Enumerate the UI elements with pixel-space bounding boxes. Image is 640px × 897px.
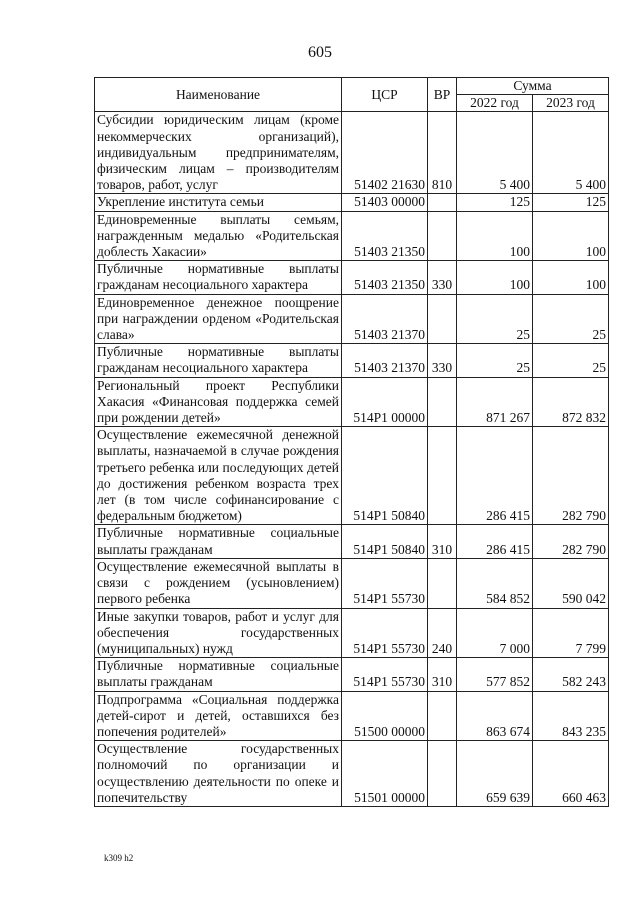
row-vr: 330 <box>428 261 457 294</box>
row-csr: 514P1 50840 <box>342 427 428 525</box>
row-amount-2022: 863 674 <box>457 691 533 741</box>
row-vr: 310 <box>428 525 457 558</box>
row-csr: 51403 21350 <box>342 211 428 261</box>
row-amount-2022: 125 <box>457 194 533 211</box>
row-csr: 51403 00000 <box>342 194 428 211</box>
row-amount-2022: 286 415 <box>457 525 533 558</box>
table-row <box>95 194 609 211</box>
row-csr: 51403 21350 <box>342 261 428 294</box>
row-amount-2023: 872 832 <box>533 377 609 427</box>
row-amount-2023: 843 235 <box>533 691 609 741</box>
table-body <box>95 112 609 807</box>
table-row <box>95 344 609 377</box>
table-row <box>95 525 609 558</box>
table-row <box>95 112 609 194</box>
row-csr: 514P1 55730 <box>342 658 428 691</box>
row-amount-2023: 7 799 <box>533 608 609 658</box>
header-csr: ЦСР <box>342 78 428 112</box>
table-row <box>95 377 609 427</box>
table-row <box>95 741 609 807</box>
row-amount-2022: 25 <box>457 344 533 377</box>
row-amount-2022: 25 <box>457 294 533 344</box>
row-vr <box>428 558 457 608</box>
budget-table <box>94 77 609 807</box>
row-amount-2023: 125 <box>533 194 609 211</box>
row-csr: 51501 00000 <box>342 741 428 807</box>
table-row <box>95 261 609 294</box>
row-amount-2023: 100 <box>533 261 609 294</box>
table-row <box>95 691 609 741</box>
row-amount-2022: 5 400 <box>457 112 533 194</box>
row-vr <box>428 294 457 344</box>
row-name: Единовременное денежное поощрение при награждении орденом «Родительская слава» <box>95 294 342 344</box>
header-name: Наименование <box>95 78 342 112</box>
row-csr: 514P1 55730 <box>342 608 428 658</box>
page-number: 605 <box>308 44 332 61</box>
table-row <box>95 658 609 691</box>
row-vr <box>428 194 457 211</box>
header-year-2023: 2023 год <box>533 95 609 112</box>
row-vr: 310 <box>428 658 457 691</box>
row-amount-2023: 660 463 <box>533 741 609 807</box>
row-csr: 514P1 50840 <box>342 525 428 558</box>
footer-code: k309 h2 <box>104 853 134 863</box>
row-csr: 51403 21370 <box>342 294 428 344</box>
row-vr: 330 <box>428 344 457 377</box>
row-amount-2022: 7 000 <box>457 608 533 658</box>
table-row <box>95 608 609 658</box>
row-amount-2023: 282 790 <box>533 525 609 558</box>
row-name: Осуществление государственных полномочий по организации и осуществлению деятельности по опеке и попечительству <box>95 741 342 807</box>
table-row <box>95 294 609 344</box>
row-name: Подпрограмма «Социальная поддержка детей-сирот и детей, оставшихся без попечения родителей» <box>95 691 342 741</box>
row-csr: 514P1 55730 <box>342 558 428 608</box>
row-name: Публичные нормативные выплаты гражданам несоциального характера <box>95 261 342 294</box>
row-amount-2022: 577 852 <box>457 658 533 691</box>
row-amount-2023: 282 790 <box>533 427 609 525</box>
row-csr: 51500 00000 <box>342 691 428 741</box>
row-name: Публичные нормативные социальные выплаты гражданам <box>95 525 342 558</box>
row-amount-2023: 25 <box>533 344 609 377</box>
row-amount-2023: 100 <box>533 211 609 261</box>
table-row <box>95 558 609 608</box>
row-vr <box>428 741 457 807</box>
row-amount-2022: 871 267 <box>457 377 533 427</box>
row-name: Осуществление ежемесячной выплаты в связи с рождением (усыновлением) первого ребенка <box>95 558 342 608</box>
row-vr <box>428 427 457 525</box>
row-vr: 810 <box>428 112 457 194</box>
row-amount-2022: 286 415 <box>457 427 533 525</box>
row-name: Публичные нормативные социальные выплаты гражданам <box>95 658 342 691</box>
row-name: Единовременные выплаты семьям, награжденным медалью «Родительская доблесть Хакасии» <box>95 211 342 261</box>
row-csr: 51403 21370 <box>342 344 428 377</box>
row-vr <box>428 377 457 427</box>
row-name: Субсидии юридическим лицам (кроме некоммерческих организаций), индивидуальным предпринимателям, физическим лицам – производителям товаров, работ, услуг <box>95 112 342 194</box>
row-amount-2022: 659 639 <box>457 741 533 807</box>
row-amount-2022: 584 852 <box>457 558 533 608</box>
table-row <box>95 211 609 261</box>
table-row <box>95 427 609 525</box>
row-csr: 51402 21630 <box>342 112 428 194</box>
row-name: Иные закупки товаров, работ и услуг для обеспечения государственных (муниципальных) нужд <box>95 608 342 658</box>
row-vr <box>428 691 457 741</box>
row-amount-2023: 590 042 <box>533 558 609 608</box>
row-amount-2023: 25 <box>533 294 609 344</box>
row-name: Региональный проект Республики Хакасия «Финансовая поддержка семей при рождении детей» <box>95 377 342 427</box>
row-amount-2023: 582 243 <box>533 658 609 691</box>
row-amount-2023: 5 400 <box>533 112 609 194</box>
row-csr: 514P1 00000 <box>342 377 428 427</box>
row-name: Укрепление института семьи <box>95 194 342 211</box>
header-sum: Сумма <box>457 78 609 95</box>
row-vr: 240 <box>428 608 457 658</box>
row-name: Осуществление ежемесячной денежной выплаты, назначаемой в случае рождения третьего ребенка или последующих детей до достижения ребенком возраста трех лет (в том числе софинансирование с федеральным бюджетом) <box>95 427 342 525</box>
row-amount-2022: 100 <box>457 211 533 261</box>
row-vr <box>428 211 457 261</box>
header-year-2022: 2022 год <box>457 95 533 112</box>
header-vr: ВР <box>428 78 457 112</box>
row-amount-2022: 100 <box>457 261 533 294</box>
row-name: Публичные нормативные выплаты гражданам несоциального характера <box>95 344 342 377</box>
